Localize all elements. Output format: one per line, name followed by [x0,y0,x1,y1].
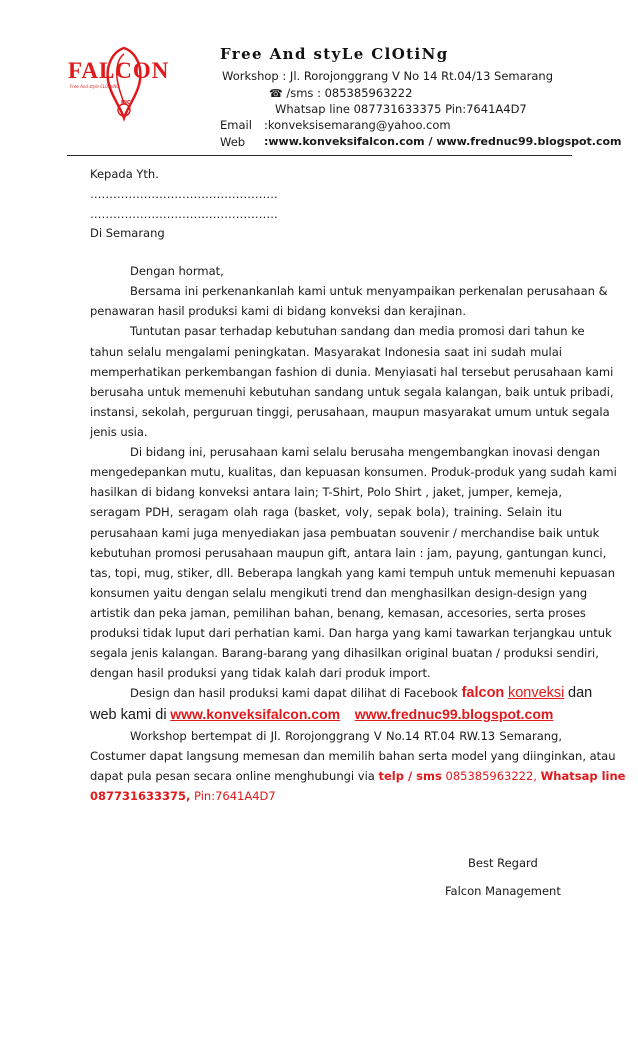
workshop-address: Workshop : Jl. Rorojonggrang V No 14 Rt.04/13 Semarang [222,69,554,83]
p5-contact-line [90,769,626,783]
whatsapp-number: 087731633375, [90,789,191,803]
p2-line: berusaha untuk memenuhi kebutuhan sandang untuk segala kalangan, baik untuk pribadi, [90,385,614,399]
p3-line: perusahaan kami juga menyediakan jasa pembuatan souvenir / merchandise baik untuk [90,526,600,540]
logo-word: FALCON [68,58,170,83]
closing-regard: Best Regard [468,856,538,870]
logo-tagline: Free And style CLOthiNG [70,84,120,89]
p5-contact-text: dapat pula pesan secara online menghubungi via [90,769,375,783]
p3-line: segala jenis kalangan. Barang-barang yang dihasilkan original buatan / produksi sendiri, [90,646,599,660]
p5-line: Workshop bertempat di Jl. Rorojonggrang V No.14 RT.04 RW.13 Semarang, [130,729,562,743]
p5-line: Costumer dapat langsung memesan dan memilih bahan serta model yang diinginkan, atau [90,749,616,763]
telp-sms-label: telp / sms [378,769,442,783]
recipient-blank-1: …………………………………………. [90,187,278,201]
header-divider [67,155,572,156]
p2-line: tahun selalu mengalami peningkatan. Masyarakat Indonesia saat ini sudah mulai [90,345,562,359]
whatsapp-line: Whatsap line 087731633375 Pin:7641A4D7 [275,102,527,116]
frednuc99-blog-link[interactable]: www.frednuc99.blogspot.com [354,706,554,722]
greeting: Dengan hormat, [130,264,224,278]
p4-text: Design dan hasil produksi kami dapat dilihat di Facebook [130,686,458,700]
phone-text: /sms : 085385963222 [286,86,413,100]
p3-line: Di bidang ini, perusahaan kami selalu berusaha mengembangkan inovasi dengan [130,445,601,459]
facebook-falcon-link[interactable]: falcon [461,685,505,701]
recipient-city: Di Semarang [90,226,165,240]
p4-web-line [90,705,553,724]
web-value: :www.konveksifalcon.com / www.frednuc99.blogspot.com [264,135,622,148]
brand-title: Free And styLe ClOtiNg [220,45,449,63]
p3-line: mengedepankan mutu, kualitas, dan kepuasan konsumen. Produk-produk yang sudah kami [90,465,617,479]
p3-line: kebutuhan promosi perusahaan maupun gift, antara lain : jam, payung, gantungan kunci, [90,546,607,560]
p3-line: produksi tidak luput dari perhatian kami. Dan harga yang kami tawarkan terjangkau untuk [90,626,612,640]
p3-line: dengan hasil produksi yang tidak kalah dari produk import. [90,666,431,680]
p2-line: instansi, sekolah, perguruan tinggi, perusahaan, maupun masyarakat umum untuk segala [90,405,610,419]
konveksifalcon-link[interactable]: www.konveksifalcon.com [170,706,341,722]
p2-line: memperhatikan perkembangan fashion di dunia. Menyiasati hal tersebut perusahaan kami [90,365,614,379]
p3-line: tas, topi, mug, stiker, dll. Beberapa langkah yang kami tempuh untuk memenuhi kepuasan [90,566,615,580]
p1-line: Bersama ini perkenankanlah kami untuk menyampaikan perkenalan perusahaan & [130,284,608,298]
p4-web-prefix: web kami di [90,707,167,723]
p3-line: konsumen yaitu dengan selalu mengikuti trend dan menghasilkan design-design yang [90,586,588,600]
recipient-salutation: Kepada Yth. [90,167,159,181]
email-label: Email [220,118,252,132]
facebook-konveksi-link[interactable]: konveksi [507,685,565,701]
phone-number: 085385963222, [445,769,537,783]
phone-line [269,86,412,100]
logo-inc: INC [121,100,131,106]
p3-line: seragam PDH, seragam olah raga (basket, voly, sepak bola), training. Selain itu [90,505,562,519]
p5-contact-line-2 [90,789,276,803]
p4-line [130,684,593,702]
p3-line: hasilkan di bidang konveksi antara lain; T-Shirt, Polo Shirt , jaket, jumper, kemeja, [90,485,562,499]
whatsapp-label: Whatsap line [540,769,626,783]
email-value: :konveksisemarang@yahoo.com [264,118,451,132]
p2-line: Tuntutan pasar terhadap kebutuhan sandang dan media promosi dari tahun ke [130,324,585,338]
pin-code: Pin:7641A4D7 [194,789,276,803]
p2-line: jenis usia. [90,425,148,439]
p1-line: penawaran hasil produksi kami di bidang konveksi dan kerajinan. [90,304,466,318]
p4-dan: dan [568,685,593,701]
falcon-logo [62,44,192,134]
web-label: Web [220,135,246,149]
p3-line: artistik dan peka jaman, pemilihan bahan, benang, kemasan, accesories, serta proses [90,606,586,620]
recipient-blank-2: …………………………………………. [90,207,278,221]
phone-icon: ☎ [269,87,283,100]
closing-signature: Falcon Management [445,884,561,898]
